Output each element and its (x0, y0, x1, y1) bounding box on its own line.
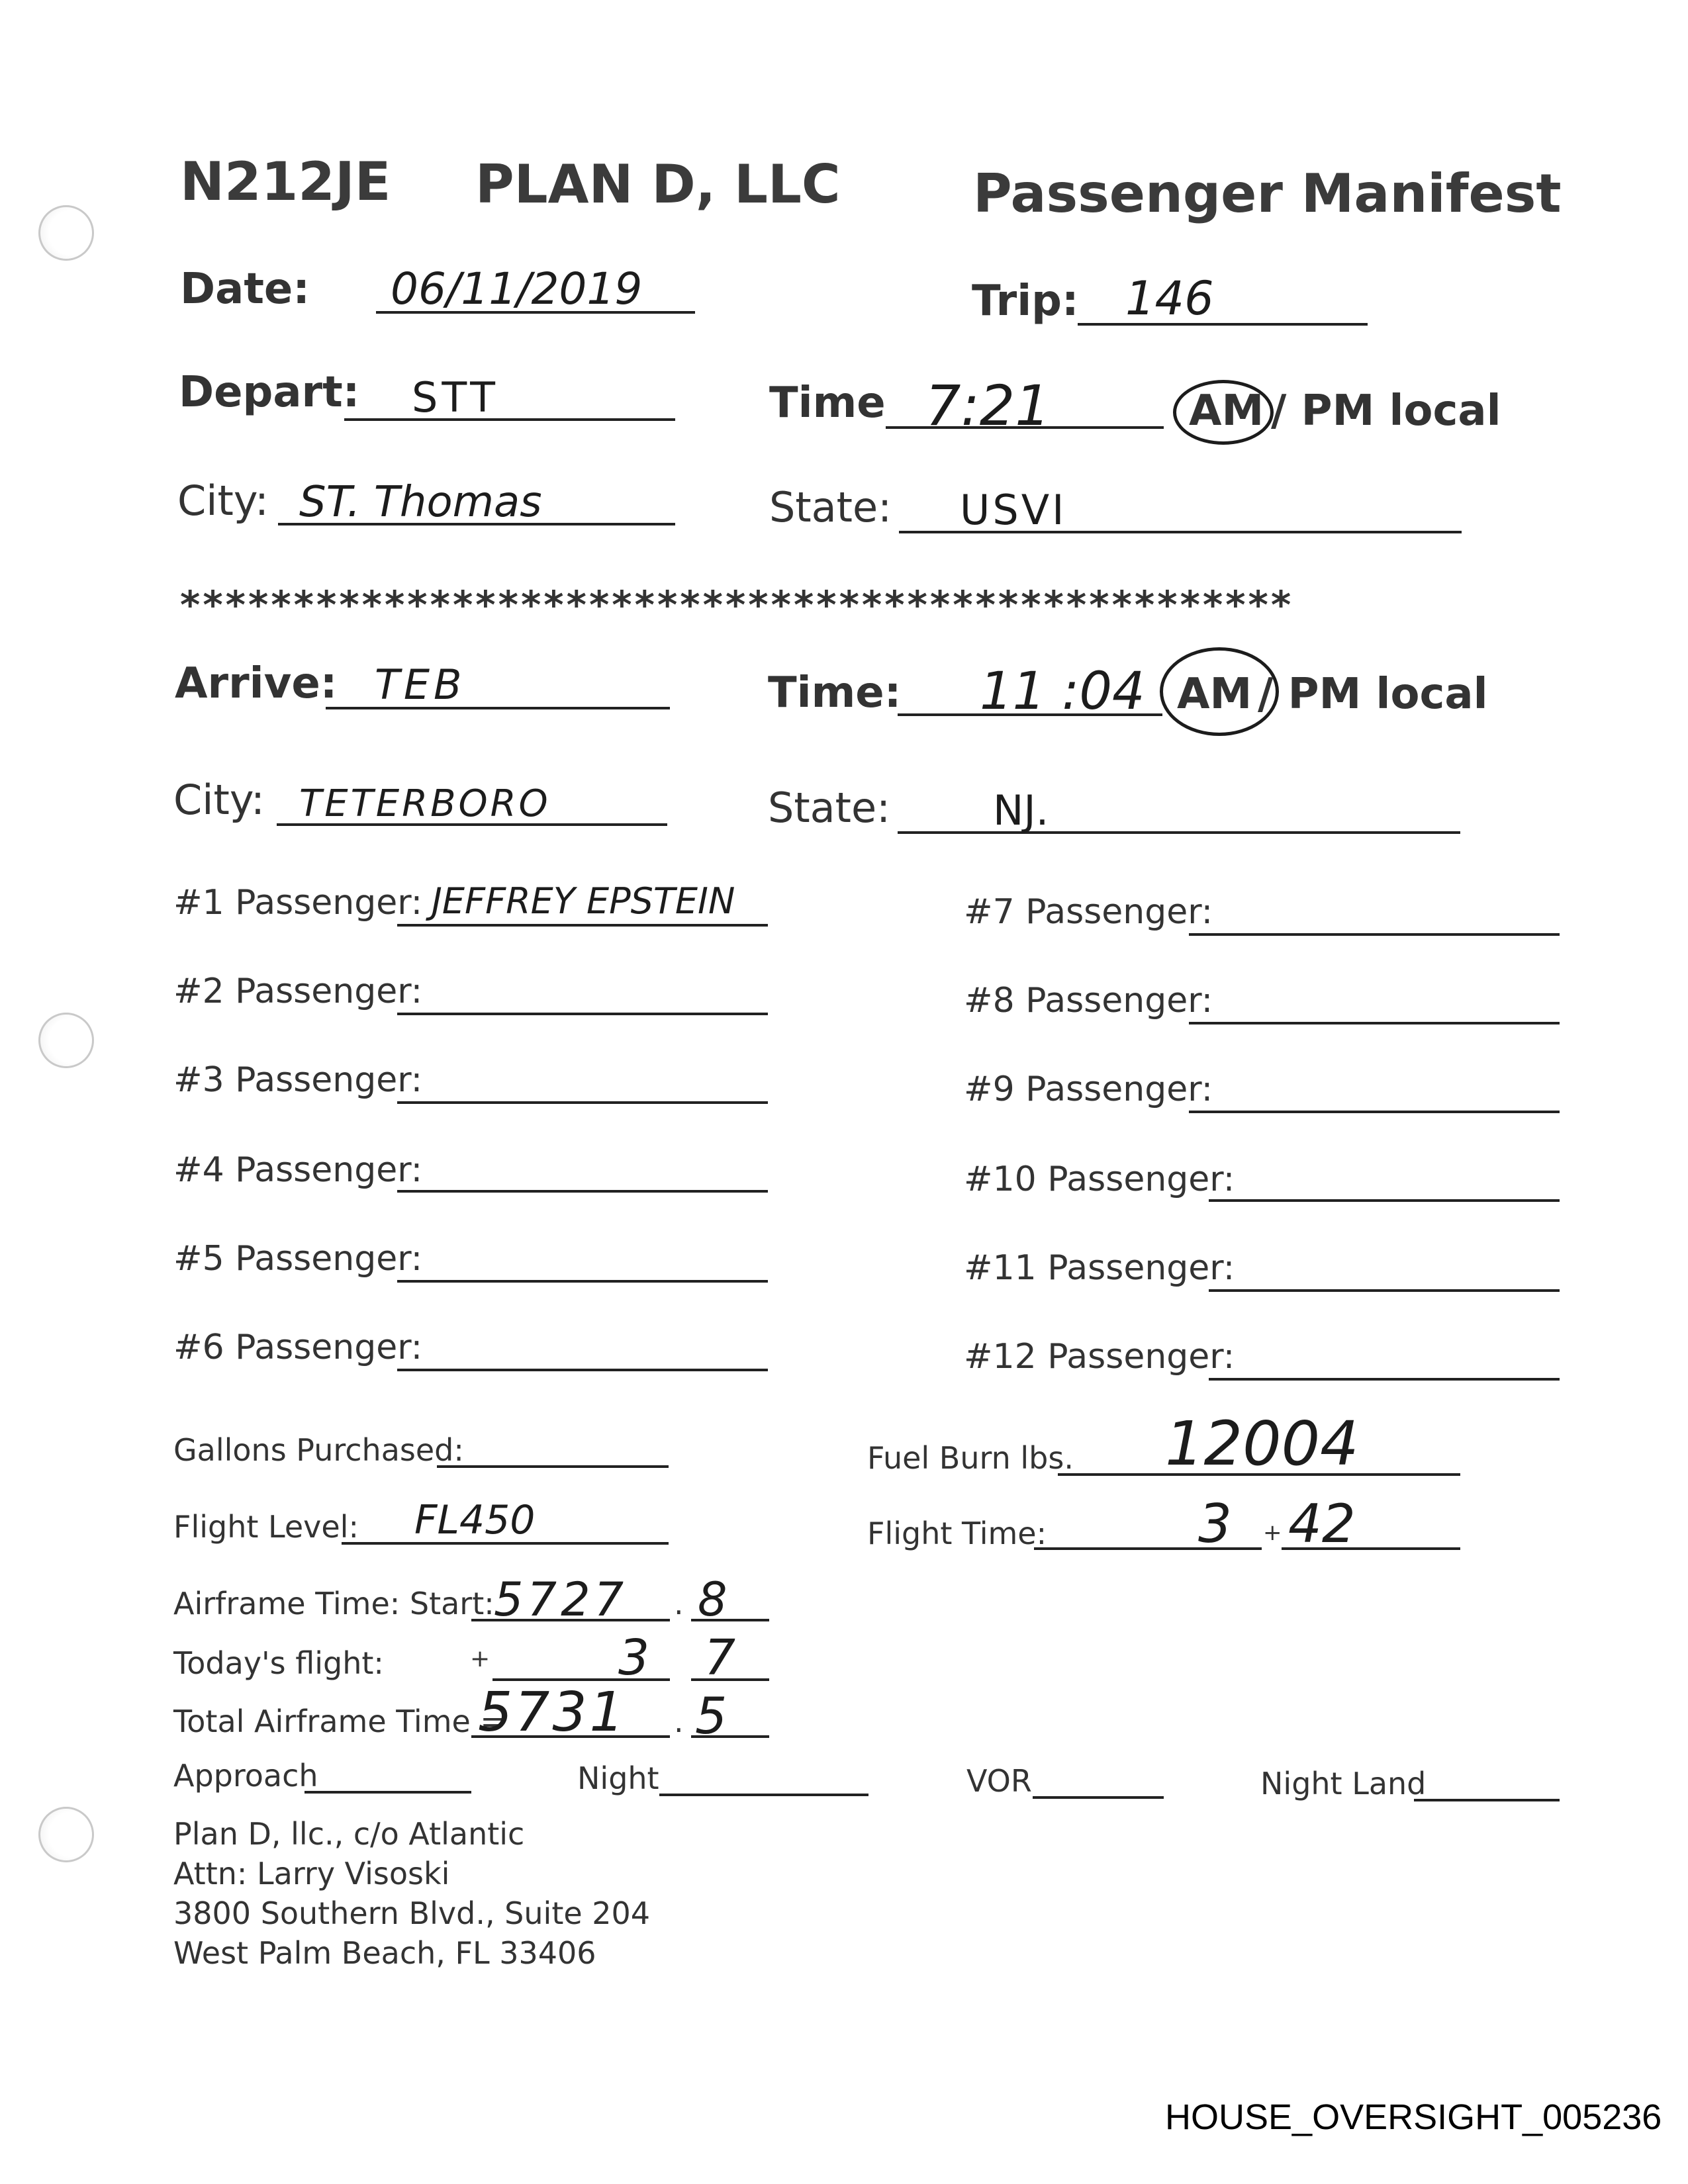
arrive-value: TEB (375, 660, 466, 709)
arrive-city-value: TETERBORO (299, 782, 551, 825)
document-id: HOUSE_OVERSIGHT_005236 (1165, 2097, 1662, 2137)
passenger-4-line (397, 1190, 768, 1193)
date-value: 06/11/2019 (391, 263, 643, 314)
passenger-11-label: #11 Passenger: (964, 1248, 1235, 1288)
approach-label: Approach (173, 1758, 318, 1794)
today-flight-label: Today's flight: (173, 1645, 384, 1681)
arrive-state-value: NJ. (993, 786, 1049, 835)
passenger-10-line (1209, 1199, 1560, 1202)
arrive-time-label: Time: (768, 668, 902, 717)
gallons-purchased-line (437, 1465, 669, 1468)
night-label: Night (577, 1760, 659, 1796)
passenger-8-line (1189, 1022, 1560, 1024)
airframe-start-label: Airframe Time: Start: (173, 1586, 494, 1621)
fuel-burn-value: 12004 (1165, 1408, 1359, 1479)
night-line (659, 1794, 868, 1796)
company-name: PLAN D, LLC (475, 154, 841, 215)
depart-state-value: USVI (960, 486, 1067, 534)
arrive-pm-local: / PM local (1258, 670, 1488, 719)
passenger-6-label: #6 Passenger: (173, 1328, 423, 1367)
form-title: Passenger Manifest (973, 163, 1562, 224)
passenger-5-line (397, 1280, 768, 1283)
total-airframe-decimal: 5 (695, 1686, 727, 1745)
passenger-10-label: #10 Passenger: (964, 1160, 1235, 1199)
passenger-5-label: #5 Passenger: (173, 1239, 423, 1279)
passenger-9-label: #9 Passenger: (964, 1069, 1213, 1109)
passenger-3-label: #3 Passenger: (173, 1060, 423, 1100)
flight-level-label: Flight Level: (173, 1509, 359, 1545)
separator-asterisks: ************************************************* (180, 582, 1294, 627)
passenger-3-line (397, 1101, 768, 1104)
passenger-7-label: #7 Passenger: (964, 892, 1213, 932)
airframe-start-whole: 5727 (494, 1572, 628, 1627)
passenger-1-label: #1 Passenger: (173, 883, 423, 923)
approach-line (305, 1791, 471, 1794)
trip-line (1078, 323, 1368, 326)
address-line-1: Plan D, llc., c/o Atlantic (173, 1816, 525, 1852)
passenger-7-line (1189, 933, 1560, 936)
arrive-state-line (898, 831, 1460, 834)
tail-number: N212JE (180, 151, 391, 212)
airframe-start-dot: . (674, 1586, 684, 1621)
address-line-2: Attn: Larry Visoski (173, 1856, 450, 1891)
today-flight-plus: + (470, 1645, 491, 1672)
address-line-3: 3800 Southern Blvd., Suite 204 (173, 1895, 651, 1931)
flight-time-label: Flight Time: (867, 1516, 1047, 1551)
passenger-2-label: #2 Passenger: (173, 972, 423, 1011)
binder-hole-top (38, 205, 94, 261)
night-land-line (1414, 1799, 1560, 1801)
binder-hole-bottom (38, 1807, 94, 1862)
passenger-8-label: #8 Passenger: (964, 981, 1213, 1021)
today-flight-decimal: 7 (704, 1629, 736, 1686)
night-land-label: Night Land (1260, 1766, 1427, 1801)
passenger-11-line (1209, 1289, 1560, 1292)
passenger-12-label: #12 Passenger: (964, 1337, 1235, 1377)
trip-value: 146 (1125, 271, 1214, 326)
depart-time-label: Time (769, 379, 886, 428)
today-flight-whole: 3 (618, 1629, 650, 1686)
depart-state-label: State: (769, 483, 892, 531)
flight-level-value: FL450 (414, 1497, 536, 1543)
arrive-city-label: City: (173, 776, 265, 824)
arrive-am: AM (1177, 670, 1252, 719)
arrive-time-value: 11 :04 (980, 662, 1145, 721)
depart-value: STT (412, 373, 500, 422)
total-airframe-label: Total Airframe Time = (173, 1704, 506, 1739)
binder-hole-middle (38, 1013, 94, 1068)
total-airframe-whole: 5731 (478, 1681, 627, 1744)
arrive-label: Arrive: (175, 659, 338, 708)
depart-city-value: ST. Thomas (299, 478, 542, 527)
passenger-4-label: #4 Passenger: (173, 1150, 423, 1190)
arrive-state-label: State: (768, 784, 891, 832)
depart-pm-local: / PM local (1271, 387, 1501, 435)
fuel-burn-label: Fuel Burn lbs. (867, 1440, 1074, 1476)
depart-city-label: City: (177, 477, 269, 525)
vor-line (1033, 1796, 1164, 1799)
flight-time-plus: + (1263, 1520, 1282, 1546)
total-airframe-dot: . (674, 1704, 684, 1739)
airframe-start-decimal: 8 (698, 1572, 727, 1627)
passenger-9-line (1189, 1111, 1560, 1113)
address-line-4: West Palm Beach, FL 33406 (173, 1935, 596, 1971)
trip-label: Trip: (972, 277, 1079, 326)
depart-label: Depart: (179, 368, 360, 417)
passenger-1-line (397, 924, 768, 927)
flight-time-hours: 3 (1198, 1493, 1232, 1555)
flight-time-minutes: 42 (1288, 1493, 1356, 1555)
passenger-6-line (397, 1369, 768, 1371)
depart-am: AM (1189, 387, 1264, 435)
vor-label: VOR (966, 1763, 1032, 1799)
passenger-1-value: JEFFREY EPSTEIN (432, 880, 735, 922)
depart-time-value: 7:21 (925, 373, 1051, 438)
passenger-2-line (397, 1013, 768, 1015)
depart-line (344, 418, 675, 421)
passenger-12-line (1209, 1378, 1560, 1381)
gallons-purchased-label: Gallons Purchased: (173, 1432, 464, 1468)
date-label: Date: (180, 265, 310, 314)
